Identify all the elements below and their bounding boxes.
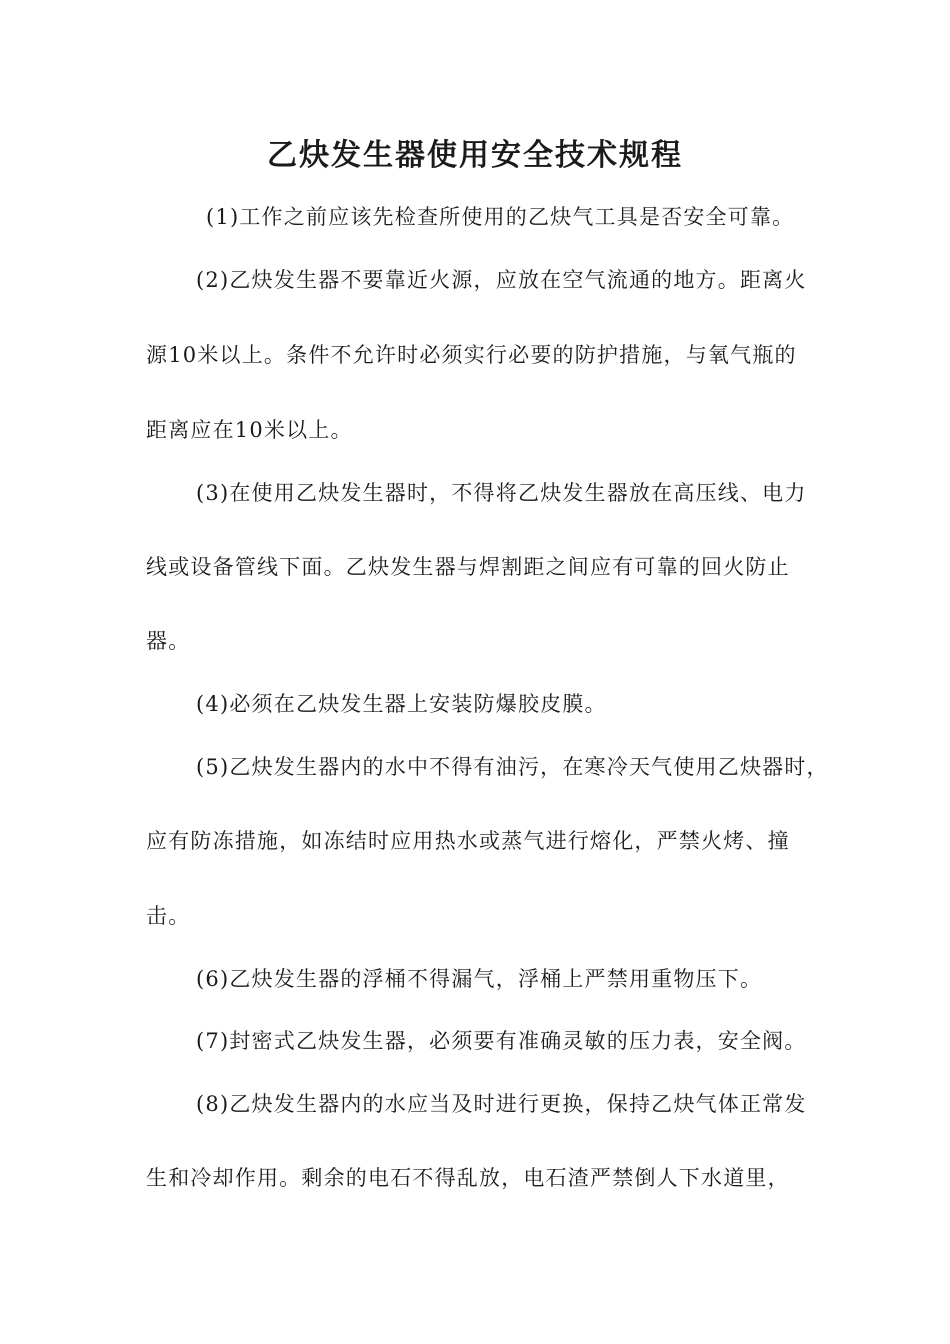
paragraph-line: (1)工作之前应该先检查所使用的乙炔气工具是否安全可靠。: [206, 205, 795, 229]
paragraph-line: 距离应在10米以上。: [146, 418, 353, 442]
page-title: 乙炔发生器使用安全技术规程: [267, 138, 683, 173]
paragraph-line: 线或设备管线下面。乙炔发生器与焊割距之间应有可靠的回火防止: [146, 555, 790, 579]
paragraph-line: (7)封密式乙炔发生器，必须要有准确灵敏的压力表，安全阀。: [196, 1029, 807, 1053]
paragraph-line: 源10米以上。条件不允许时必须实行必要的防护措施，与氧气瓶的: [146, 343, 797, 367]
paragraph-line: (2)乙炔发生器不要靠近火源，应放在空气流通的地方。距离火: [196, 268, 807, 292]
paragraph-line: (6)乙炔发生器的浮桶不得漏气，浮桶上严禁用重物压下。: [196, 967, 763, 991]
paragraph-line: (5)乙炔发生器内的水中不得有油污，在寒冷天气使用乙炔器时，: [196, 755, 829, 779]
paragraph-line: (8)乙炔发生器内的水应当及时进行更换，保持乙炔气体正常发: [196, 1092, 807, 1116]
paragraph-line: 器。: [146, 629, 191, 653]
paragraph-line: 应有防冻措施，如冻结时应用热水或蒸气进行熔化，严禁火烤、撞: [146, 829, 790, 853]
paragraph-line: (4)必须在乙炔发生器上安装防爆胶皮膜。: [196, 692, 607, 716]
paragraph-line: 生和冷却作用。剩余的电石不得乱放，电石渣严禁倒人下水道里，: [146, 1166, 790, 1190]
paragraph-line: (3)在使用乙炔发生器时，不得将乙炔发生器放在高压线、电力: [196, 481, 807, 505]
paragraph-line: 击。: [146, 904, 191, 928]
